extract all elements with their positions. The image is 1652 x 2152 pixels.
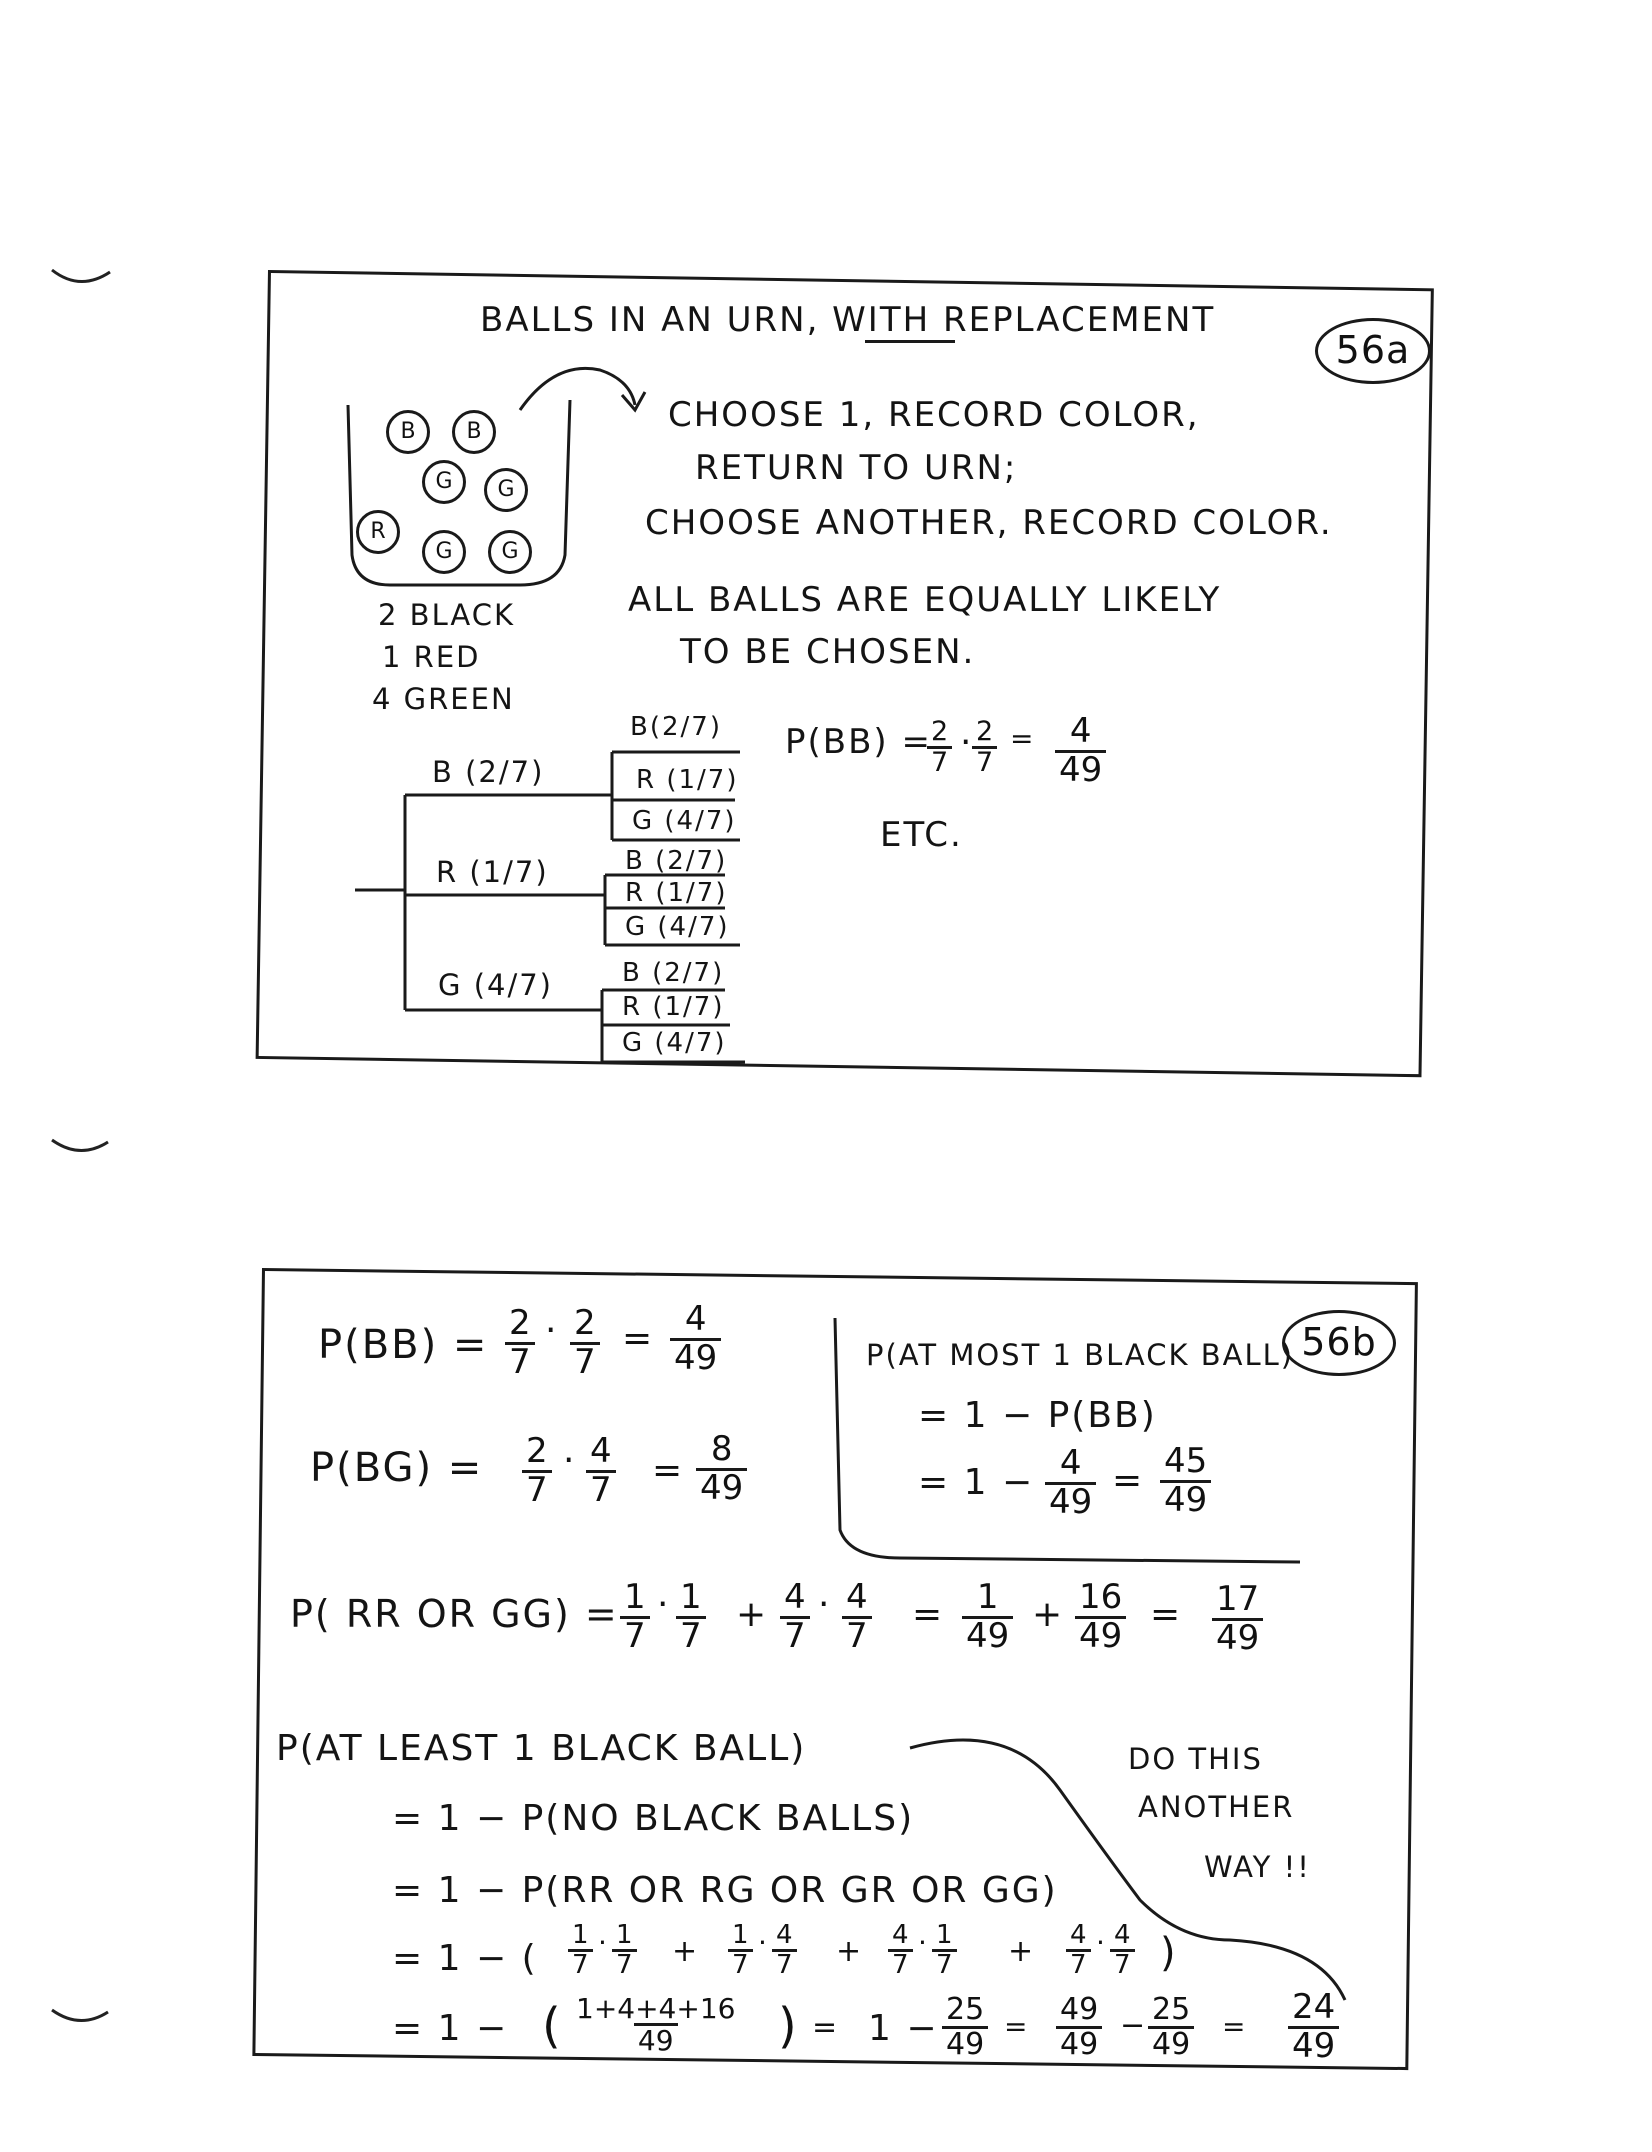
frac-den: 7 [972,746,997,777]
frac-den: 7 [728,1949,753,1979]
frac-num: 1 [680,1577,702,1617]
slide-a-title: BALLS IN AN URN, WITH REPLACEMENT [480,300,1216,340]
frac-num: 17 [1216,1579,1260,1619]
instruction-line: RETURN TO URN; [695,448,1018,488]
frac-den: 49 [634,2023,678,2055]
equals-op: = [622,1318,653,1359]
frac-num: 4 [1070,1920,1087,1950]
frac-den: 49 [1212,1618,1263,1657]
tree-leaf: G (4/7) [622,1028,727,1058]
frac-num: 1+4+4+16 [576,1992,736,2025]
frac-num: 2 [931,716,949,747]
slide-a-label: 56a [1315,318,1431,384]
dot-op: · [758,1926,767,1959]
tree-leaf: R (1/7) [625,878,728,908]
tree-leaf: R (1/7) [622,992,725,1022]
frac-num: 1 [732,1920,749,1950]
at-most-line: = 1 − [918,1462,1035,1503]
frac-den: 7 [568,1949,593,1979]
side-note-line: WAY !! [1204,1850,1311,1884]
frac-den: 7 [927,746,952,777]
frac-num: 4 [590,1431,612,1471]
tree-first-g: G (4/7) [438,968,553,1002]
tree-leaf: G (4/7) [632,806,737,836]
frac-den: 7 [772,1949,797,1979]
frac-num: 1 [624,1577,646,1617]
at-least-line: = 1 − P(RR OR RG OR GR OR GG) [392,1870,1058,1911]
at-most-title: P(AT MOST 1 BLACK BALL) [866,1338,1295,1372]
equals-op: = [1222,2010,1246,2043]
frac-den: 7 [676,1616,706,1655]
frac-den: 7 [570,1342,600,1381]
minus-op: − [1120,2008,1146,2043]
frac-num: 2 [509,1303,531,1343]
frac-num: 4 [846,1577,868,1617]
instruction-line: CHOOSE 1, RECORD COLOR, [668,395,1200,435]
plus-op: + [1008,1934,1034,1969]
frac-num: 49 [1060,1992,1099,2027]
dot-op: · [918,1926,927,1959]
frac-num: 1 [976,1577,999,1617]
equals-op: = [812,2010,838,2045]
frac-den: 49 [962,1616,1013,1655]
plus-op: + [736,1594,767,1635]
frac-den: 49 [1055,750,1106,789]
tree-leaf: G (4/7) [625,912,730,942]
one-minus: 1 − [868,2008,939,2049]
instruction-line: CHOOSE ANOTHER, RECORD COLOR. [645,503,1333,543]
at-least-line: = 1 − ( [392,1938,538,1979]
tree-leaf: B (2/7) [622,958,725,988]
equals-op: = [1112,1460,1143,1501]
tree-leaf: B(2/7) [630,712,722,742]
side-note-line: DO THIS [1128,1742,1263,1776]
note-line: TO BE CHOSEN. [680,632,976,672]
dot-op: · [1096,1926,1105,1959]
frac-den: 7 [522,1470,552,1509]
dot-op: · [657,1584,669,1625]
frac-den: 7 [932,1949,957,1979]
side-note-line: ANOTHER [1138,1790,1295,1824]
slide-b-label: 56b [1282,1310,1396,1376]
at-most-line: = 1 − P(BB) [918,1395,1157,1436]
dot-op: · [563,1440,575,1481]
frac-num: 1 [936,1920,953,1950]
legend-black: 2 BLACK [378,598,515,632]
frac-num: 2 [574,1303,596,1343]
frac-num: 4 [892,1920,909,1950]
note-line: ALL BALLS ARE EQUALLY LIKELY [628,580,1222,620]
equals-op: = [652,1450,683,1491]
close-paren: ) [1160,1930,1176,1976]
ball-black: B [386,410,430,454]
frac-num: 4 [1059,1443,1082,1483]
dot-op: · [545,1310,557,1351]
dot-op: · [960,722,972,763]
dot-op: · [598,1926,607,1959]
pbg-lhs: P(BG) = [310,1445,484,1491]
equals-op: = [1010,722,1034,755]
prr-lhs: P( RR OR GG) = [290,1592,619,1636]
frac-num: 24 [1292,1987,1336,2027]
frac-num: 45 [1164,1441,1208,1481]
frac-num: 2 [526,1431,548,1471]
frac-den: 49 [1075,1616,1126,1655]
frac-den: 49 [1288,2026,1339,2065]
ball-green: G [488,530,532,574]
frac-den: 7 [842,1616,872,1655]
equals-op: = [912,1594,943,1635]
frac-num: 4 [776,1920,793,1950]
equals-op: = [1004,2010,1028,2043]
frac-num: 1 [572,1920,589,1950]
at-least-line: = 1 − P(NO BLACK BALLS) [392,1798,915,1839]
plus-op: + [1032,1594,1063,1635]
pbb-lhs: P(BB) = [318,1322,489,1368]
ball-red: R [356,510,400,554]
frac-den: 7 [586,1470,616,1509]
ball-green: G [484,468,528,512]
frac-den: 49 [1056,2026,1102,2061]
frac-num: 2 [976,716,994,747]
ball-green: G [422,460,466,504]
at-least-title: P(AT LEAST 1 BLACK BALL) [276,1728,807,1769]
frac-den: 7 [1066,1949,1091,1979]
frac-num: 4 [1069,711,1092,751]
open-paren: ( [542,1998,561,2054]
frac-den: 7 [780,1616,810,1655]
tree-leaf: R (1/7) [636,765,739,795]
close-paren: ) [778,1998,797,2054]
frac-num: 16 [1079,1577,1123,1617]
plus-op: + [672,1934,698,1969]
frac-num: 25 [1152,1992,1191,2027]
frac-den: 7 [620,1616,650,1655]
legend-red: 1 RED [382,640,481,674]
frac-den: 49 [1160,1480,1211,1519]
frac-num: 4 [1114,1920,1131,1950]
plus-op: + [836,1934,862,1969]
frac-num: 25 [946,1992,985,2027]
frac-den: 7 [505,1342,535,1381]
frac-num: 8 [710,1429,733,1469]
tree-first-b: B (2/7) [432,755,545,789]
frac-den: 49 [1148,2026,1194,2061]
frac-den: 7 [1110,1949,1135,1979]
tree-leaf: B (2/7) [625,846,728,876]
frac-den: 49 [670,1338,721,1377]
frac-num: 4 [784,1577,806,1617]
frac-num: 4 [684,1299,707,1339]
frac-den: 49 [1045,1482,1096,1521]
slide-a-pbb-lhs: P(BB) = [785,722,932,762]
equals-op: = [1150,1594,1181,1635]
at-least-line: = 1 − [392,2008,509,2049]
tree-first-r: R (1/7) [436,855,549,889]
dot-op: · [818,1584,830,1625]
legend-green: 4 GREEN [372,682,515,716]
frac-den: 49 [942,2026,988,2061]
frac-den: 49 [696,1468,747,1507]
ball-green: G [422,530,466,574]
etc-text: ETC. [880,815,963,855]
frac-den: 7 [612,1949,637,1979]
frac-num: 1 [616,1920,633,1950]
ball-black: B [452,410,496,454]
frac-den: 7 [888,1949,913,1979]
